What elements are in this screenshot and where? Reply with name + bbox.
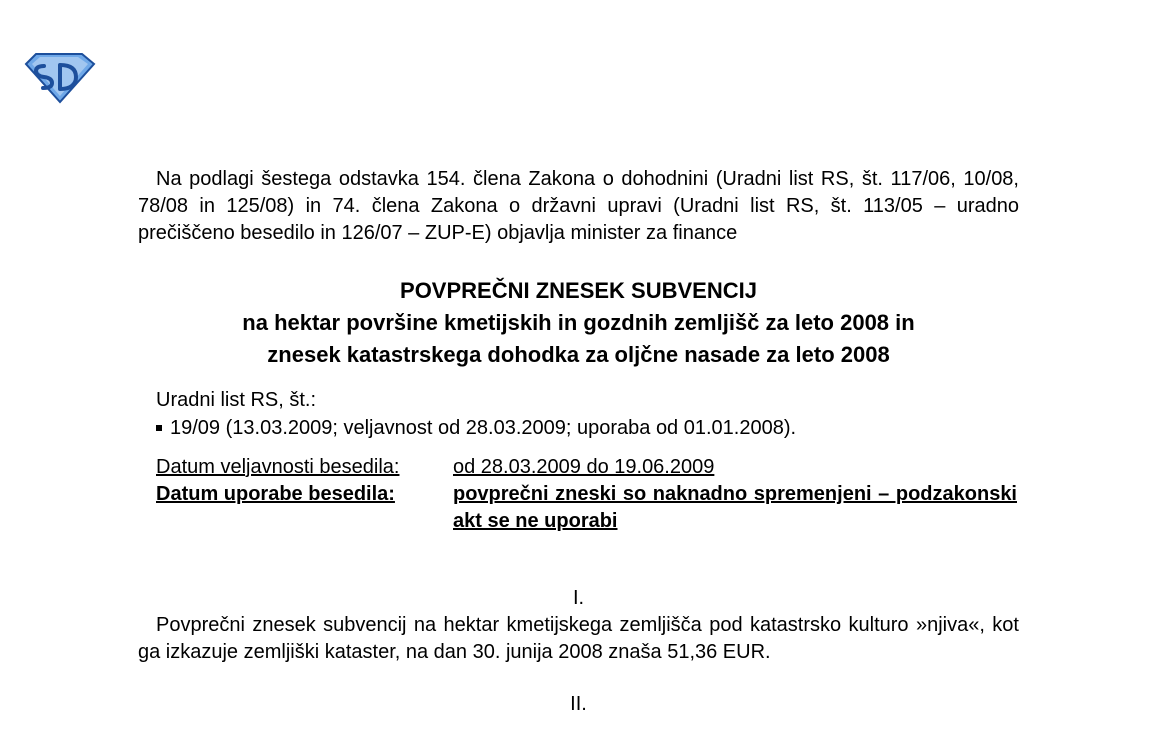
- title-line-1: POVPREČNI ZNESEK SUBVENCIJ: [400, 278, 757, 303]
- gazette-label: Uradni list RS, št.:: [156, 389, 317, 411]
- title-line-2: na hektar površine kmetijskih in gozdnih zemljišč za leto 2008 in: [242, 310, 915, 335]
- validity-table: [138, 454, 1019, 535]
- title-line-3: znesek katastrskega dohodka za oljčne nasade za leto 2008: [267, 342, 890, 367]
- document-title: [138, 275, 1019, 371]
- validity-label: Datum veljavnosti besedila:: [156, 456, 400, 478]
- application-label: Datum uporabe besedila:: [156, 483, 395, 505]
- bullet-icon: [156, 425, 162, 431]
- application-value: povprečni zneski so naknadno spremenjeni – podzakonski akt se ne uporabi: [453, 483, 1017, 532]
- validity-value: od 28.03.2009 do 19.06.2009: [453, 456, 715, 478]
- gazette-item: [156, 415, 1019, 442]
- document-body: [138, 166, 1019, 718]
- section-number-1: I.: [572, 587, 585, 609]
- gazette-reference: [138, 385, 1019, 442]
- logo-icon: [22, 52, 96, 104]
- section-number-2: II.: [570, 693, 587, 715]
- section-text-1: Povprečni znesek subvencij na hektar kmetijskega zemljišča pod katastrsko kulturo »njiva«, kot ga izkazuje zemljiški kataster, na dan 30. junija 2008 znaša 51,36 EUR.: [138, 614, 1019, 663]
- intro-paragraph: Na podlagi šestega odstavka 154. člena Zakona o dohodnini (Uradni list RS, št. 117/06, 10/08, 78/08 in 125/08) in 74. člena Zakona o državni upravi (Uradni list RS, št. 113/05 – uradno prečiščeno besedilo in 126/07 – ZUP-E) objavlja minister za finance: [138, 168, 1019, 244]
- gazette-item-text: 19/09 (13.03.2009; veljavnost od 28.03.2009; uporaba od 01.01.2008).: [170, 417, 797, 439]
